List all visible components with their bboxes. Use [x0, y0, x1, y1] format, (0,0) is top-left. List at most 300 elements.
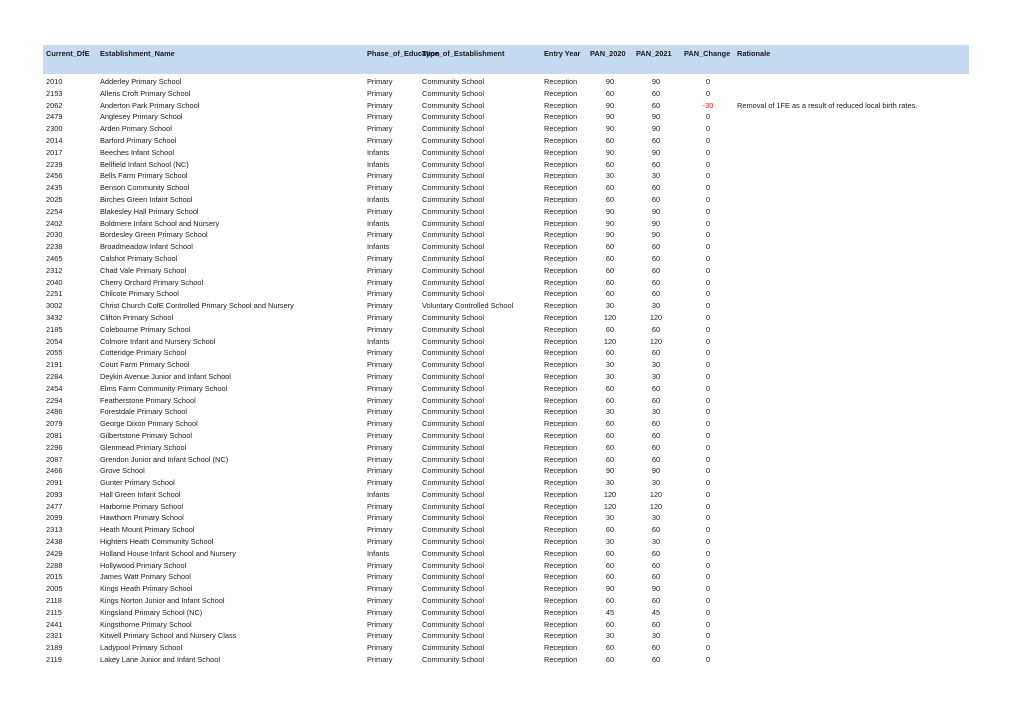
- cell-entry-year[interactable]: Reception: [544, 607, 578, 617]
- cell-pan-2021[interactable]: 60: [651, 442, 661, 452]
- cell-phase-of-education[interactable]: Primary: [367, 100, 393, 110]
- cell-pan-2021[interactable]: 60: [651, 454, 661, 464]
- cell-type-of-establishment[interactable]: Community School: [422, 525, 485, 535]
- cell-pan-2021[interactable]: 60: [651, 348, 661, 358]
- cell-establishment-name[interactable]: Calshot Primary School: [100, 253, 178, 263]
- cell-establishment-name[interactable]: Gunter Primary School: [100, 478, 175, 488]
- cell-phase-of-education[interactable]: Primary: [367, 584, 393, 594]
- cell-pan-change[interactable]: 0: [705, 537, 711, 547]
- cell-phase-of-education[interactable]: Primary: [367, 419, 393, 429]
- cell-establishment-name[interactable]: Gilbertstone Primary School: [100, 430, 193, 440]
- cell-pan-2020[interactable]: 60: [605, 619, 615, 629]
- cell-pan-2021[interactable]: 60: [651, 525, 661, 535]
- cell-entry-year[interactable]: Reception: [544, 206, 578, 216]
- cell-pan-2020[interactable]: 60: [605, 655, 615, 665]
- cell-establishment-id[interactable]: 2119: [46, 655, 62, 665]
- cell-establishment-id[interactable]: 2321: [46, 631, 63, 641]
- cell-pan-change[interactable]: 0: [705, 631, 711, 641]
- cell-establishment-name[interactable]: Chad Vale Primary School: [100, 265, 187, 275]
- cell-entry-year[interactable]: Reception: [544, 430, 578, 440]
- cell-pan-2020[interactable]: 60: [605, 525, 615, 535]
- cell-entry-year[interactable]: Reception: [544, 454, 578, 464]
- cell-entry-year[interactable]: Reception: [544, 442, 578, 452]
- column-header-entry-year[interactable]: Entry Year: [544, 49, 581, 58]
- cell-type-of-establishment[interactable]: Community School: [422, 218, 485, 228]
- cell-type-of-establishment[interactable]: Community School: [422, 466, 485, 476]
- cell-establishment-name[interactable]: Beeches Infant School: [100, 147, 174, 157]
- cell-pan-change[interactable]: 0: [705, 548, 711, 558]
- cell-phase-of-education[interactable]: Primary: [367, 230, 393, 240]
- cell-pan-2020[interactable]: 30: [605, 171, 615, 181]
- cell-type-of-establishment[interactable]: Community School: [422, 383, 485, 393]
- cell-establishment-name[interactable]: Anglesey Primary School: [100, 112, 183, 122]
- cell-pan-change[interactable]: 0: [705, 419, 711, 429]
- cell-pan-2021[interactable]: 90: [651, 124, 661, 134]
- cell-entry-year[interactable]: Reception: [544, 277, 578, 287]
- cell-phase-of-education[interactable]: Primary: [367, 265, 393, 275]
- cell-pan-change[interactable]: 0: [705, 478, 711, 488]
- cell-type-of-establishment[interactable]: Community School: [422, 513, 485, 523]
- cell-pan-change[interactable]: 0: [705, 607, 711, 617]
- cell-entry-year[interactable]: Reception: [544, 218, 578, 228]
- cell-phase-of-education[interactable]: Primary: [367, 525, 393, 535]
- cell-establishment-name[interactable]: Broadmeadow Infant School: [100, 242, 193, 252]
- cell-establishment-id[interactable]: 2300: [46, 124, 63, 134]
- cell-pan-2021[interactable]: 60: [651, 383, 661, 393]
- cell-pan-change[interactable]: 0: [705, 124, 711, 134]
- cell-phase-of-education[interactable]: Infants: [367, 336, 390, 346]
- cell-entry-year[interactable]: Reception: [544, 336, 578, 346]
- cell-establishment-name[interactable]: Cherry Orchard Primary School: [100, 277, 204, 287]
- cell-type-of-establishment[interactable]: Community School: [422, 171, 485, 181]
- cell-entry-year[interactable]: Reception: [544, 619, 578, 629]
- cell-entry-year[interactable]: Reception: [544, 183, 578, 193]
- cell-type-of-establishment[interactable]: Community School: [422, 643, 485, 653]
- cell-establishment-id[interactable]: 2312: [46, 265, 63, 275]
- cell-pan-change[interactable]: 0: [705, 619, 711, 629]
- cell-phase-of-education[interactable]: Primary: [367, 324, 393, 334]
- cell-pan-2021[interactable]: 60: [651, 100, 661, 110]
- cell-phase-of-education[interactable]: Primary: [367, 395, 393, 405]
- cell-pan-change[interactable]: 0: [705, 183, 711, 193]
- cell-pan-2021[interactable]: 60: [651, 643, 661, 653]
- cell-pan-2020[interactable]: 30: [605, 537, 615, 547]
- cell-entry-year[interactable]: Reception: [544, 572, 578, 582]
- cell-pan-change[interactable]: 0: [705, 159, 711, 169]
- cell-pan-change[interactable]: 0: [705, 407, 711, 417]
- cell-establishment-name[interactable]: Heath Mount Primary School: [100, 525, 195, 535]
- cell-pan-2021[interactable]: 30: [651, 301, 661, 311]
- cell-pan-change[interactable]: 0: [705, 218, 711, 228]
- cell-establishment-name[interactable]: Cotteridge Primary School: [100, 348, 187, 358]
- cell-pan-2020[interactable]: 60: [605, 454, 615, 464]
- cell-type-of-establishment[interactable]: Community School: [422, 371, 485, 381]
- cell-pan-2021[interactable]: 60: [651, 596, 661, 606]
- cell-type-of-establishment[interactable]: Community School: [422, 560, 485, 570]
- cell-pan-2021[interactable]: 90: [651, 112, 661, 122]
- cell-establishment-name[interactable]: Featherstone Primary School: [100, 395, 196, 405]
- cell-phase-of-education[interactable]: Infants: [367, 218, 390, 228]
- cell-establishment-id[interactable]: 2294: [46, 395, 63, 405]
- cell-type-of-establishment[interactable]: Community School: [422, 501, 485, 511]
- cell-type-of-establishment[interactable]: Community School: [422, 619, 485, 629]
- cell-phase-of-education[interactable]: Primary: [367, 430, 393, 440]
- cell-pan-change[interactable]: 0: [705, 643, 711, 653]
- cell-entry-year[interactable]: Reception: [544, 596, 578, 606]
- cell-pan-2021[interactable]: 60: [651, 194, 661, 204]
- cell-pan-change[interactable]: 0: [705, 265, 711, 275]
- column-header-name[interactable]: Establishment_Name: [100, 49, 175, 58]
- cell-pan-2020[interactable]: 90: [605, 466, 615, 476]
- cell-establishment-name[interactable]: Barford Primary School: [100, 135, 177, 145]
- cell-phase-of-education[interactable]: Infants: [367, 147, 390, 157]
- cell-pan-2020[interactable]: 60: [605, 442, 615, 452]
- cell-pan-2020[interactable]: 30: [605, 631, 615, 641]
- cell-entry-year[interactable]: Reception: [544, 171, 578, 181]
- cell-type-of-establishment[interactable]: Community School: [422, 348, 485, 358]
- cell-establishment-id[interactable]: 2015: [46, 572, 63, 582]
- cell-pan-change[interactable]: 0: [705, 301, 711, 311]
- cell-establishment-id[interactable]: 2079: [46, 419, 63, 429]
- cell-entry-year[interactable]: Reception: [544, 77, 578, 86]
- cell-phase-of-education[interactable]: Primary: [367, 513, 393, 523]
- cell-establishment-name[interactable]: Forestdale Primary School: [100, 407, 188, 417]
- cell-type-of-establishment[interactable]: Community School: [422, 336, 485, 346]
- cell-establishment-id[interactable]: 2477: [46, 501, 63, 511]
- cell-phase-of-education[interactable]: Primary: [367, 277, 393, 287]
- cell-pan-2020[interactable]: 60: [605, 242, 615, 252]
- cell-establishment-id[interactable]: 2115: [46, 607, 62, 617]
- cell-establishment-id[interactable]: 2479: [46, 112, 63, 122]
- cell-entry-year[interactable]: Reception: [544, 242, 578, 252]
- cell-type-of-establishment[interactable]: Community School: [422, 265, 485, 275]
- cell-establishment-name[interactable]: George Dixon Primary School: [100, 419, 198, 429]
- cell-pan-2021[interactable]: 90: [651, 206, 661, 216]
- cell-establishment-id[interactable]: 2014: [46, 135, 63, 145]
- cell-pan-change[interactable]: 0: [705, 371, 711, 381]
- cell-entry-year[interactable]: Reception: [544, 289, 578, 299]
- cell-type-of-establishment[interactable]: Community School: [422, 537, 485, 547]
- cell-pan-change[interactable]: 0: [705, 584, 711, 594]
- cell-establishment-name[interactable]: Lakey Lane Junior and Infant School: [100, 655, 220, 665]
- cell-establishment-name[interactable]: Kitwell Primary School and Nursery Class: [100, 631, 237, 641]
- cell-pan-change[interactable]: 0: [705, 206, 711, 216]
- cell-phase-of-education[interactable]: Infants: [367, 489, 390, 499]
- cell-pan-2021[interactable]: 120: [649, 312, 663, 322]
- cell-establishment-name[interactable]: Grendon Junior and Infant School (NC): [100, 454, 229, 464]
- cell-pan-change[interactable]: 0: [705, 430, 711, 440]
- cell-establishment-id[interactable]: 2087: [46, 454, 63, 464]
- cell-pan-change[interactable]: 0: [705, 289, 711, 299]
- cell-pan-2021[interactable]: 120: [649, 501, 663, 511]
- cell-pan-2020[interactable]: 60: [605, 560, 615, 570]
- cell-establishment-name[interactable]: Hawthorn Primary School: [100, 513, 184, 523]
- cell-type-of-establishment[interactable]: Community School: [422, 395, 485, 405]
- cell-type-of-establishment[interactable]: Community School: [422, 548, 485, 558]
- cell-establishment-id[interactable]: 2284: [46, 371, 63, 381]
- cell-establishment-name[interactable]: Harborne Primary School: [100, 501, 183, 511]
- cell-pan-2021[interactable]: 60: [651, 619, 661, 629]
- cell-pan-2020[interactable]: 60: [605, 88, 615, 98]
- cell-pan-2020[interactable]: 60: [605, 395, 615, 405]
- cell-phase-of-education[interactable]: Primary: [367, 643, 393, 653]
- cell-type-of-establishment[interactable]: Community School: [422, 442, 485, 452]
- cell-entry-year[interactable]: Reception: [544, 112, 578, 122]
- cell-establishment-name[interactable]: Arden Primary School: [100, 124, 172, 134]
- cell-entry-year[interactable]: Reception: [544, 371, 578, 381]
- cell-pan-change[interactable]: 0: [705, 253, 711, 263]
- cell-pan-2021[interactable]: 60: [651, 159, 661, 169]
- cell-pan-2020[interactable]: 120: [603, 312, 617, 322]
- cell-pan-change[interactable]: 0: [705, 489, 711, 499]
- column-header-type[interactable]: Type_of_Establishment: [422, 49, 505, 58]
- cell-pan-2020[interactable]: 30: [605, 513, 615, 523]
- cell-establishment-id[interactable]: 2251: [46, 289, 63, 299]
- cell-pan-2020[interactable]: 90: [605, 112, 615, 122]
- cell-establishment-id[interactable]: 2093: [46, 489, 63, 499]
- cell-pan-2021[interactable]: 60: [651, 277, 661, 287]
- cell-establishment-id[interactable]: 2017: [46, 147, 63, 157]
- cell-pan-2020[interactable]: 90: [605, 584, 615, 594]
- cell-pan-2021[interactable]: 60: [651, 419, 661, 429]
- cell-entry-year[interactable]: Reception: [544, 301, 578, 311]
- cell-pan-2021[interactable]: 60: [651, 324, 661, 334]
- cell-establishment-name[interactable]: Highters Heath Community School: [100, 537, 214, 547]
- cell-pan-2020[interactable]: 60: [605, 643, 615, 653]
- cell-establishment-id[interactable]: 2456: [46, 171, 63, 181]
- cell-pan-2020[interactable]: 60: [605, 596, 615, 606]
- cell-pan-change[interactable]: 0: [705, 147, 711, 157]
- cell-type-of-establishment[interactable]: Community School: [422, 572, 485, 582]
- cell-establishment-name[interactable]: Bells Farm Primary School: [100, 171, 188, 181]
- cell-entry-year[interactable]: Reception: [544, 548, 578, 558]
- cell-phase-of-education[interactable]: Primary: [367, 301, 393, 311]
- cell-type-of-establishment[interactable]: Community School: [422, 194, 485, 204]
- cell-entry-year[interactable]: Reception: [544, 253, 578, 263]
- cell-establishment-id[interactable]: 2402: [46, 218, 63, 228]
- cell-phase-of-education[interactable]: Primary: [367, 171, 393, 181]
- cell-entry-year[interactable]: Reception: [544, 324, 578, 334]
- cell-establishment-id[interactable]: 2062: [46, 100, 63, 110]
- cell-phase-of-education[interactable]: Primary: [367, 135, 393, 145]
- cell-establishment-id[interactable]: 3432: [46, 312, 63, 322]
- cell-pan-change[interactable]: 0: [705, 277, 711, 287]
- cell-entry-year[interactable]: Reception: [544, 466, 578, 476]
- cell-pan-2021[interactable]: 60: [651, 655, 661, 665]
- cell-entry-year[interactable]: Reception: [544, 124, 578, 134]
- cell-pan-2020[interactable]: 60: [605, 183, 615, 193]
- cell-establishment-id[interactable]: 2081: [46, 430, 63, 440]
- cell-pan-2021[interactable]: 60: [651, 88, 661, 98]
- cell-pan-2021[interactable]: 90: [651, 466, 661, 476]
- cell-establishment-id[interactable]: 2099: [46, 513, 63, 523]
- cell-entry-year[interactable]: Reception: [544, 631, 578, 641]
- cell-pan-2020[interactable]: 60: [605, 159, 615, 169]
- cell-establishment-name[interactable]: Bellfield Infant School (NC): [100, 159, 189, 169]
- cell-phase-of-education[interactable]: Infants: [367, 242, 390, 252]
- cell-pan-2021[interactable]: 30: [651, 360, 661, 370]
- cell-pan-2021[interactable]: 30: [651, 478, 661, 488]
- cell-establishment-name[interactable]: Court Farm Primary School: [100, 360, 190, 370]
- cell-establishment-name[interactable]: Kingsthorne Primary School: [100, 619, 192, 629]
- cell-phase-of-education[interactable]: Primary: [367, 407, 393, 417]
- cell-establishment-name[interactable]: Colebourne Primary School: [100, 324, 191, 334]
- cell-pan-2021[interactable]: 60: [651, 289, 661, 299]
- cell-pan-2021[interactable]: 30: [651, 407, 661, 417]
- cell-type-of-establishment[interactable]: Community School: [422, 147, 485, 157]
- cell-entry-year[interactable]: Reception: [544, 501, 578, 511]
- cell-entry-year[interactable]: Reception: [544, 525, 578, 535]
- cell-pan-2021[interactable]: 60: [651, 135, 661, 145]
- cell-pan-2021[interactable]: 60: [651, 395, 661, 405]
- cell-phase-of-education[interactable]: Primary: [367, 183, 393, 193]
- cell-phase-of-education[interactable]: Primary: [367, 560, 393, 570]
- cell-establishment-id[interactable]: 2040: [46, 277, 63, 287]
- cell-phase-of-education[interactable]: Primary: [367, 607, 393, 617]
- cell-entry-year[interactable]: Reception: [544, 159, 578, 169]
- cell-pan-2021[interactable]: 90: [651, 584, 661, 594]
- cell-pan-2020[interactable]: 90: [605, 218, 615, 228]
- cell-establishment-name[interactable]: Elms Farm Community Primary School: [100, 383, 228, 393]
- cell-phase-of-education[interactable]: Primary: [367, 454, 393, 464]
- cell-pan-change[interactable]: 0: [705, 395, 711, 405]
- cell-pan-change[interactable]: 0: [705, 230, 711, 240]
- cell-pan-2020[interactable]: 30: [605, 407, 615, 417]
- cell-establishment-name[interactable]: Boldmere Infant School and Nursery: [100, 218, 220, 228]
- cell-establishment-name[interactable]: Glenmead Primary School: [100, 442, 187, 452]
- cell-pan-2020[interactable]: 120: [603, 336, 617, 346]
- cell-pan-2021[interactable]: 60: [651, 265, 661, 275]
- cell-pan-change[interactable]: 0: [705, 501, 711, 511]
- cell-type-of-establishment[interactable]: Community School: [422, 596, 485, 606]
- cell-establishment-id[interactable]: 3002: [46, 301, 63, 311]
- cell-establishment-id[interactable]: 2030: [46, 230, 63, 240]
- cell-pan-2021[interactable]: 90: [651, 77, 661, 86]
- cell-establishment-id[interactable]: 2010: [46, 77, 63, 86]
- cell-pan-2021[interactable]: 60: [651, 572, 661, 582]
- cell-pan-change[interactable]: 0: [705, 454, 711, 464]
- cell-pan-2020[interactable]: 90: [605, 147, 615, 157]
- cell-type-of-establishment[interactable]: Community School: [422, 489, 485, 499]
- cell-establishment-id[interactable]: 2438: [46, 537, 63, 547]
- cell-pan-change[interactable]: 0: [705, 383, 711, 393]
- cell-phase-of-education[interactable]: Primary: [367, 537, 393, 547]
- cell-establishment-name[interactable]: Allens Croft Primary School: [100, 88, 191, 98]
- cell-type-of-establishment[interactable]: Community School: [422, 124, 485, 134]
- cell-entry-year[interactable]: Reception: [544, 348, 578, 358]
- cell-type-of-establishment[interactable]: Community School: [422, 183, 485, 193]
- cell-pan-2020[interactable]: 30: [605, 371, 615, 381]
- cell-entry-year[interactable]: Reception: [544, 312, 578, 322]
- cell-type-of-establishment[interactable]: Community School: [422, 631, 485, 641]
- cell-pan-2020[interactable]: 120: [603, 501, 617, 511]
- cell-entry-year[interactable]: Reception: [544, 360, 578, 370]
- cell-phase-of-education[interactable]: Primary: [367, 360, 393, 370]
- cell-entry-year[interactable]: Reception: [544, 419, 578, 429]
- cell-phase-of-education[interactable]: Primary: [367, 631, 393, 641]
- cell-type-of-establishment[interactable]: Community School: [422, 242, 485, 252]
- cell-establishment-id[interactable]: 2454: [46, 383, 63, 393]
- cell-pan-change[interactable]: 0: [705, 88, 711, 98]
- cell-establishment-name[interactable]: Kingsland Primary School (NC): [100, 607, 203, 617]
- cell-pan-2021[interactable]: 60: [651, 430, 661, 440]
- cell-type-of-establishment[interactable]: Community School: [422, 454, 485, 464]
- cell-type-of-establishment[interactable]: Community School: [422, 360, 485, 370]
- cell-type-of-establishment[interactable]: Community School: [422, 655, 485, 665]
- cell-phase-of-education[interactable]: Infants: [367, 548, 390, 558]
- cell-entry-year[interactable]: Reception: [544, 383, 578, 393]
- cell-establishment-name[interactable]: Kings Heath Primary School: [100, 584, 193, 594]
- cell-phase-of-education[interactable]: Primary: [367, 501, 393, 511]
- cell-establishment-id[interactable]: 2005: [46, 584, 63, 594]
- cell-establishment-id[interactable]: 2153: [46, 88, 63, 98]
- cell-establishment-id[interactable]: 2466: [46, 466, 63, 476]
- cell-phase-of-education[interactable]: Primary: [367, 253, 393, 263]
- cell-phase-of-education[interactable]: Primary: [367, 478, 393, 488]
- cell-establishment-id[interactable]: 2189: [46, 643, 63, 653]
- cell-establishment-id[interactable]: 2288: [46, 560, 63, 570]
- cell-pan-2020[interactable]: 30: [605, 360, 615, 370]
- cell-pan-2020[interactable]: 60: [605, 383, 615, 393]
- cell-establishment-name[interactable]: Benson Community School: [100, 183, 190, 193]
- cell-entry-year[interactable]: Reception: [544, 513, 578, 523]
- cell-pan-2021[interactable]: 30: [651, 513, 661, 523]
- cell-establishment-name[interactable]: Blakesley Hall Primary School: [100, 206, 199, 216]
- cell-type-of-establishment[interactable]: Community School: [422, 112, 485, 122]
- cell-establishment-id[interactable]: 2238: [46, 242, 63, 252]
- cell-entry-year[interactable]: Reception: [544, 395, 578, 405]
- cell-entry-year[interactable]: Reception: [544, 230, 578, 240]
- cell-establishment-name[interactable]: Colmore Infant and Nursery School: [100, 336, 216, 346]
- cell-establishment-id[interactable]: 2254: [46, 206, 63, 216]
- column-header-id[interactable]: Current_DfE: [46, 49, 90, 58]
- cell-type-of-establishment[interactable]: Community School: [422, 584, 485, 594]
- cell-establishment-id[interactable]: 2118: [46, 596, 62, 606]
- cell-phase-of-education[interactable]: Primary: [367, 124, 393, 134]
- cell-phase-of-education[interactable]: Infants: [367, 194, 390, 204]
- cell-pan-change[interactable]: 0: [705, 194, 711, 204]
- cell-type-of-establishment[interactable]: Community School: [422, 419, 485, 429]
- cell-phase-of-education[interactable]: Primary: [367, 371, 393, 381]
- cell-entry-year[interactable]: Reception: [544, 643, 578, 653]
- column-header-phase[interactable]: Phase_of_Education: [367, 49, 440, 58]
- cell-entry-year[interactable]: Reception: [544, 584, 578, 594]
- cell-type-of-establishment[interactable]: Community School: [422, 253, 485, 263]
- cell-establishment-name[interactable]: Hall Green Infant School: [100, 489, 181, 499]
- cell-pan-2020[interactable]: 60: [605, 253, 615, 263]
- cell-entry-year[interactable]: Reception: [544, 407, 578, 417]
- cell-establishment-name[interactable]: Bordesley Green Primary School: [100, 230, 208, 240]
- cell-type-of-establishment[interactable]: Community School: [422, 289, 485, 299]
- cell-entry-year[interactable]: Reception: [544, 560, 578, 570]
- cell-type-of-establishment[interactable]: Community School: [422, 135, 485, 145]
- cell-pan-2020[interactable]: 90: [605, 230, 615, 240]
- cell-entry-year[interactable]: Reception: [544, 489, 578, 499]
- cell-pan-2020[interactable]: 60: [605, 277, 615, 287]
- cell-pan-change[interactable]: 0: [705, 112, 711, 122]
- cell-pan-2020[interactable]: 30: [605, 478, 615, 488]
- cell-phase-of-education[interactable]: Primary: [367, 312, 393, 322]
- cell-pan-2020[interactable]: 90: [605, 77, 615, 86]
- cell-establishment-name[interactable]: Deykin Avenue Junior and Infant School: [100, 371, 231, 381]
- cell-pan-2021[interactable]: 120: [649, 336, 663, 346]
- cell-pan-change[interactable]: 0: [705, 77, 711, 86]
- cell-pan-change[interactable]: 0: [705, 466, 711, 476]
- cell-phase-of-education[interactable]: Primary: [367, 112, 393, 122]
- cell-phase-of-education[interactable]: Primary: [367, 619, 393, 629]
- cell-establishment-id[interactable]: 2091: [46, 478, 63, 488]
- cell-pan-change[interactable]: 0: [705, 312, 711, 322]
